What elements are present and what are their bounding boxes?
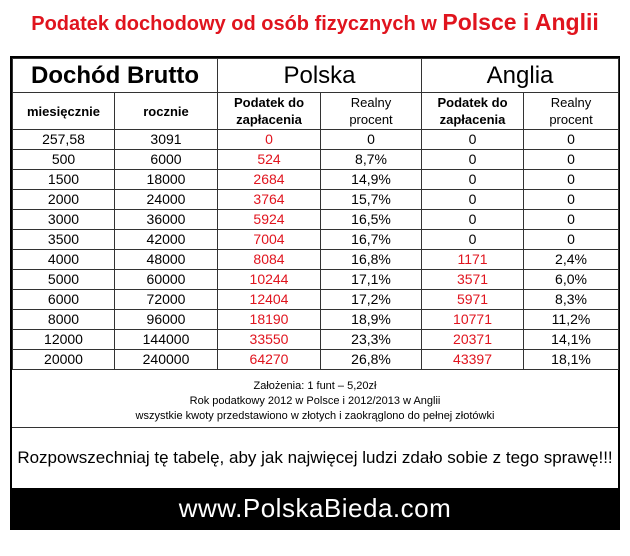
cell-pl-rate: 14,9% xyxy=(321,170,422,190)
cell-uk-tax: 5971 xyxy=(422,290,524,310)
cell-uk-rate: 2,4% xyxy=(524,250,619,270)
header-england: Anglia xyxy=(422,59,619,93)
cell-uk-tax: 1171 xyxy=(422,250,524,270)
cell-uk-rate: 0 xyxy=(524,190,619,210)
header-uk-tax-line1: Podatek do xyxy=(437,95,508,110)
cell-pl-tax: 18190 xyxy=(218,310,321,330)
cell-yearly: 24000 xyxy=(115,190,218,210)
cell-uk-tax: 20371 xyxy=(422,330,524,350)
cell-monthly: 3000 xyxy=(13,210,115,230)
cell-yearly: 18000 xyxy=(115,170,218,190)
cell-monthly: 4000 xyxy=(13,250,115,270)
cell-pl-tax: 7004 xyxy=(218,230,321,250)
cell-uk-rate: 8,3% xyxy=(524,290,619,310)
cell-yearly: 36000 xyxy=(115,210,218,230)
cell-uk-rate: 18,1% xyxy=(524,350,619,370)
cell-pl-rate: 16,7% xyxy=(321,230,422,250)
table-row xyxy=(13,230,619,250)
cell-pl-rate: 16,8% xyxy=(321,250,422,270)
header-uk-tax-line2: zapłacenia xyxy=(439,112,506,127)
table-row xyxy=(13,290,619,310)
cell-monthly: 6000 xyxy=(13,290,115,310)
cell-yearly: 144000 xyxy=(115,330,218,350)
cell-pl-tax: 0 xyxy=(218,130,321,150)
footer-url: www.PolskaBieda.com xyxy=(12,488,618,528)
header-uk-rate-line2: procent xyxy=(549,112,593,127)
cell-yearly: 42000 xyxy=(115,230,218,250)
cell-uk-rate: 11,2% xyxy=(524,310,619,330)
cell-pl-rate: 0 xyxy=(321,130,422,150)
cell-pl-rate: 8,7% xyxy=(321,150,422,170)
table-row xyxy=(13,250,619,270)
header-pl-rate xyxy=(321,93,422,130)
cell-pl-tax: 12404 xyxy=(218,290,321,310)
cell-uk-rate: 0 xyxy=(524,210,619,230)
cell-uk-tax: 10771 xyxy=(422,310,524,330)
table-row xyxy=(13,150,619,170)
cell-uk-tax: 0 xyxy=(422,190,524,210)
cell-monthly: 500 xyxy=(13,150,115,170)
tax-table-box xyxy=(10,56,620,530)
header-monthly: miesięcznie xyxy=(13,93,115,130)
cell-pl-rate: 18,9% xyxy=(321,310,422,330)
cell-yearly: 48000 xyxy=(115,250,218,270)
share-message: Rozpowszechniaj tę tabelę, aby jak najwięcej ludzi zdało sobie z tego sprawę!!! xyxy=(17,448,613,467)
cell-yearly: 72000 xyxy=(115,290,218,310)
cell-pl-tax: 10244 xyxy=(218,270,321,290)
page-title xyxy=(0,8,630,38)
note-line: Założenia: 1 funt – 5,20zł xyxy=(253,380,377,392)
note-line: Rok podatkowy 2012 w Polsce i 2012/2013 w Anglii xyxy=(189,395,441,407)
cell-uk-tax: 0 xyxy=(422,210,524,230)
header-poland: Polska xyxy=(218,59,422,93)
table-row xyxy=(13,330,619,350)
tax-table xyxy=(12,58,619,370)
cell-uk-rate: 14,1% xyxy=(524,330,619,350)
cell-pl-rate: 17,1% xyxy=(321,270,422,290)
cell-pl-tax: 64270 xyxy=(218,350,321,370)
cell-pl-rate: 23,3% xyxy=(321,330,422,350)
cell-uk-rate: 0 xyxy=(524,150,619,170)
cell-monthly: 5000 xyxy=(13,270,115,290)
cell-pl-rate: 26,8% xyxy=(321,350,422,370)
cell-pl-tax: 33550 xyxy=(218,330,321,350)
header-row-main xyxy=(13,59,619,93)
header-uk-tax xyxy=(422,93,524,130)
table-row xyxy=(13,190,619,210)
header-gross-income: Dochód Brutto xyxy=(13,59,218,93)
cell-pl-rate: 17,2% xyxy=(321,290,422,310)
table-row xyxy=(13,210,619,230)
cell-pl-rate: 15,7% xyxy=(321,190,422,210)
table-row xyxy=(13,170,619,190)
table-row xyxy=(13,310,619,330)
header-row-sub xyxy=(13,93,619,130)
cell-uk-tax: 0 xyxy=(422,130,524,150)
header-yearly: rocznie xyxy=(115,93,218,130)
table-row xyxy=(13,130,619,150)
cell-pl-tax: 2684 xyxy=(218,170,321,190)
cell-uk-rate: 0 xyxy=(524,230,619,250)
header-uk-rate-line1: Realny xyxy=(550,95,592,110)
cell-monthly: 8000 xyxy=(13,310,115,330)
cell-uk-tax: 0 xyxy=(422,150,524,170)
cell-uk-rate: 0 xyxy=(524,170,619,190)
header-pl-tax-line2: zapłacenia xyxy=(236,112,302,127)
cell-yearly: 240000 xyxy=(115,350,218,370)
header-uk-rate xyxy=(524,93,619,130)
header-pl-tax xyxy=(218,93,321,130)
header-pl-rate-line2: procent xyxy=(349,112,393,127)
cell-yearly: 96000 xyxy=(115,310,218,330)
cell-uk-tax: 0 xyxy=(422,170,524,190)
title-part2: Polsce i Anglii xyxy=(442,9,599,35)
header-pl-tax-line1: Podatek do xyxy=(233,95,305,110)
header-pl-rate-line1: Realny xyxy=(350,95,392,110)
cell-uk-rate: 0 xyxy=(524,130,619,150)
cell-uk-tax: 3571 xyxy=(422,270,524,290)
cell-monthly: 257,58 xyxy=(13,130,115,150)
table-row xyxy=(13,350,619,370)
cell-yearly: 60000 xyxy=(115,270,218,290)
cell-pl-rate: 16,5% xyxy=(321,210,422,230)
cell-pl-tax: 3764 xyxy=(218,190,321,210)
cell-yearly: 3091 xyxy=(115,130,218,150)
cell-monthly: 2000 xyxy=(13,190,115,210)
cell-monthly: 12000 xyxy=(13,330,115,350)
cell-yearly: 6000 xyxy=(115,150,218,170)
cell-uk-rate: 6,0% xyxy=(524,270,619,290)
cell-pl-tax: 8084 xyxy=(218,250,321,270)
cell-uk-tax: 0 xyxy=(422,230,524,250)
cell-pl-tax: 5924 xyxy=(218,210,321,230)
assumptions-notes xyxy=(12,376,618,428)
cell-monthly: 20000 xyxy=(13,350,115,370)
cell-monthly: 3500 xyxy=(13,230,115,250)
title-part1: Podatek dochodowy od osób fizycznych w xyxy=(31,13,443,35)
cell-uk-tax: 43397 xyxy=(422,350,524,370)
note-line: wszystkie kwoty przedstawiono w złotych i zaokrąglono do pełnej złotówki xyxy=(135,410,495,422)
cell-pl-tax: 524 xyxy=(218,150,321,170)
cell-monthly: 1500 xyxy=(13,170,115,190)
table-row xyxy=(13,270,619,290)
